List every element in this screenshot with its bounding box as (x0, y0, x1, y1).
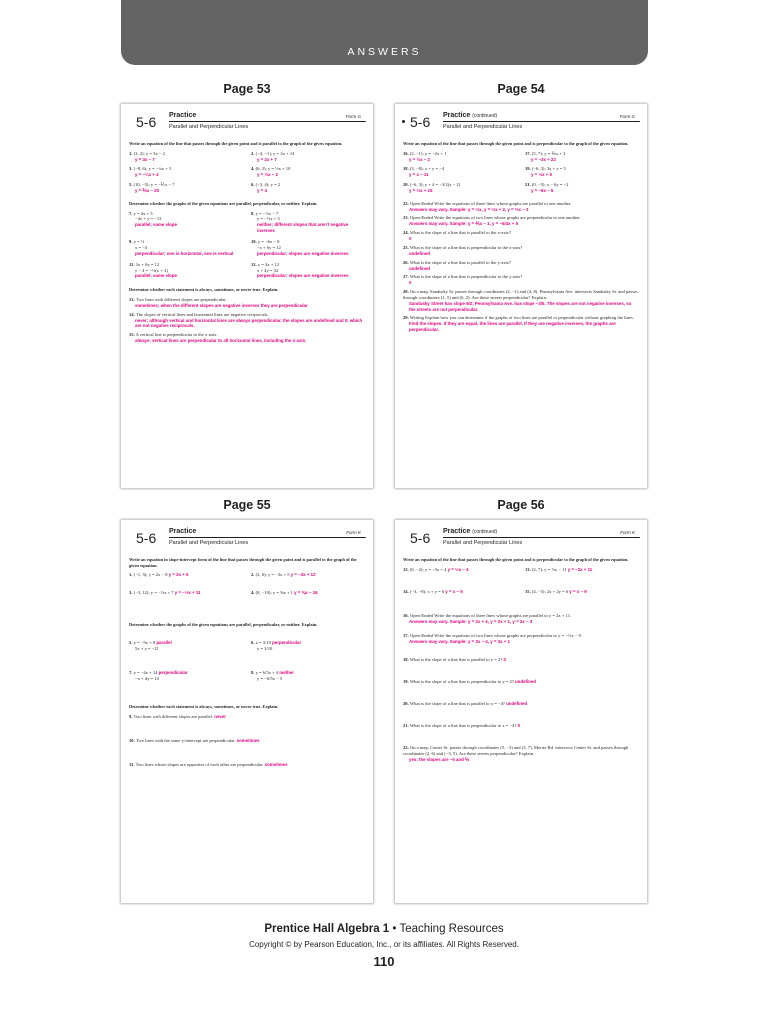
exercise: 18. What is the slope of a line that is parallel to y = 2? 0 (403, 657, 506, 663)
worksheet-subtitle: Parallel and Perpendicular Lines (169, 124, 249, 130)
answer: y = −2x + 11 (567, 566, 593, 572)
exercise: 2. (2, 6); y = −3x + 5 y = −3x + 12 (251, 572, 316, 578)
exercise: 14. The slopes of vertical lines and horizontal lines are negative reciprocals. never; although vertical and horizontal lines are always perpendicular, the slopes are undefined and 0, which are not negative reciprocals. (129, 312, 365, 329)
page-label-56: Page 56 (497, 498, 545, 512)
answer: neither (279, 670, 294, 676)
exercise: 15. A vertical line is perpendicular to the x-axis. always; vertical lines are perpendicular to all horizontal lines, including the x-axis. (129, 332, 365, 344)
resource-name: Teaching Resources (399, 923, 504, 935)
answer: y = −3x + 12 (290, 572, 316, 578)
exercise: 29. Writing Explain how you can determine if the graphs of two lines are parallel or perpendicular without graphing the lines. Find the slopes. If they are equal, the lines are parallel. If they are negative inverses, the graphs are perpendicular. (403, 315, 639, 332)
exercise: 28. On a map, Sandusky St. passes through coordinates (2, −1) and (4, 8). Pennsylvania Ave. intersects Sandusky St. and passes through coordinates (1, 5) and (6, 2). Are these streets perpendicular? Explain. Sandusky Street has slope 9/2; Pennsylvania Ave. has slope −3/5. The slopes are not negative inverses, so the streets are not perpendicular. (403, 288, 638, 312)
answer: undefined (506, 700, 528, 706)
exercise: 13. Two lines with different slopes are perpendicular. sometimes; when the different slopes are negative inverses they are perpendicular (129, 297, 365, 309)
worksheet-subtitle: Parallel and Perpendicular Lines (443, 124, 523, 130)
answer: never; although vertical and horizontal lines are always perpendicular, the slopes are undefined and 0, which are not negative reciprocals. (135, 317, 363, 329)
header-rule (169, 121, 366, 122)
exercise: 4. (6, 2); y = ½x + 10 y = ½x − 2 (251, 166, 365, 178)
exercise: 8. y = −⅓x − 7 y = −⅓x + 3 neither; different slopes that aren't negative inverses (251, 211, 365, 234)
worksheet-body (129, 141, 365, 347)
form-label: Form K (346, 530, 361, 535)
directions: Write an equation of the line that passes through the given point and is perpendicular to the graph of the given equation. (403, 141, 629, 146)
answer: y = ⅓x − 4 (447, 566, 469, 572)
lesson-number: 5-6 (410, 114, 431, 130)
book-name: Prentice Hall Algebra 1 (264, 923, 390, 935)
exercise: 1. (−1, 3); y = 2x − 8 y = 2x + 5 (129, 572, 189, 578)
exercise: 1. (3, 2); y = 3x − 2 y = 3x − 7 (129, 151, 243, 163)
lesson-number: 5-6 (136, 114, 157, 130)
form-label: Form G (345, 114, 361, 119)
directions: Determine whether the graphs of the given equations are parallel, perpendicular, or neither. Explain. (129, 200, 318, 206)
worksheet-body (129, 557, 365, 770)
exercise: 11. Two lines whose slopes are opposites of each other are perpendicular. sometimes (129, 761, 288, 767)
exercise-grid (129, 211, 365, 283)
answer: parallel; same slope (135, 222, 177, 228)
answer: y = 3x − 7 (135, 156, 155, 162)
answer: Sandusky Street has slope 9/2; Pennsylvania Ave. has slope −3/5. The slopes are not negative inverses, so the streets are not perpendicular. (409, 300, 632, 312)
exercise: 10. Two lines with the same y-intercept are perpendicular. sometimes (129, 737, 260, 743)
page-number: 110 (373, 954, 395, 969)
answer: Answers may vary. Sample: y = ⅔x, y = ⅔x + 2, y = ⅔x − 3 (409, 206, 529, 212)
header-rule (169, 537, 366, 538)
exercise: 11. 3x + 6y = 12 y − 4 = −½(x + 2) parallel; same slope (129, 262, 243, 280)
answer: sometimes (236, 737, 260, 743)
answer: y = ⅖x − 20 (135, 188, 160, 194)
exercise: 6. x = 3/10 perpendicular y = 3/10 (251, 640, 302, 652)
answer: y = 2x + 7 (257, 156, 277, 162)
answer: 0 (409, 236, 412, 242)
exercise: 22. Open-Ended Write the equations of three lines whose graphs are parallel to one another. Answers may vary. Sample: y = ⅔x, y = ⅔x + 2, y = ⅔x − 3 (403, 201, 639, 213)
page-label-54: Page 54 (497, 82, 545, 96)
exercise: 5. y = −5x + 9 parallel 5x + y = −21 (129, 640, 172, 652)
answer: y = ½x − 2 (409, 156, 430, 162)
exercise: 27. What is the slope of a line that is perpendicular to the y-axis? 0 (403, 274, 639, 286)
worksheet-title: Practice (continued) (443, 112, 498, 119)
directions: Determine whether the graphs of the given equations are parallel, perpendicular, or neither. Explain. (129, 622, 318, 628)
exercise: 16. (2, −1); y = −2x + 1 y = ½x − 2 (403, 151, 517, 163)
answer: perpendicular; slopes are negative inverses (257, 250, 349, 256)
page-label-55: Page 55 (223, 498, 271, 512)
directions: Write an equation in slope-intercept form of the line that passes through the given point and is parallel to the graph of the given equation. (129, 557, 357, 568)
answer: undefined (409, 250, 430, 256)
worksheet-body (403, 557, 639, 765)
answer: neither; different slopes that aren't negative inverses (257, 222, 349, 234)
worksheet-subtitle: Parallel and Perpendicular Lines (169, 540, 249, 546)
lesson-number: 5-6 (136, 530, 157, 546)
header-rule (443, 537, 640, 538)
answer: yes; the slopes are −5 and ⅕ (409, 756, 470, 762)
exercise: 8. y = 6/5x + 4 neither y = −6/5x − 5 (251, 670, 294, 681)
exercise: 7. y = 4x + 5 −4x + y = −13 parallel; same slope (129, 211, 243, 234)
answer: y = −¼x + 4 (135, 172, 159, 178)
answer: y = ½x − 2 (257, 172, 278, 178)
bullet-separator: • (392, 923, 397, 935)
answer: never (214, 713, 226, 719)
answer: perpendicular; one is horizontal, one is vertical (135, 250, 234, 256)
answer: 0 (409, 280, 412, 286)
worksheet-title: Practice (169, 528, 197, 535)
worksheet-header (121, 520, 373, 548)
answer: always; vertical lines are perpendicular to all horizontal lines, including the x-axis. (135, 337, 307, 343)
exercise-grid (129, 572, 365, 598)
answer: Answers may vary. Sample: y = 3x − 4, y = 3x + 1 (409, 639, 510, 645)
answer: y = x − 11 (409, 172, 429, 178)
answer: 0 (517, 722, 521, 728)
answer: y = −6x − 5 (531, 188, 554, 194)
exercise: 21. (0, −5); x − 6y = −2 y = −6x − 5 (525, 182, 639, 194)
header-rule (443, 121, 640, 122)
worksheet-header (395, 104, 647, 132)
answer: parallel (156, 640, 172, 646)
exercise: 16. Open-Ended Write the equations of three lines whose graphs are parallel to y = 2x + 11. Answers may vary. Sample: y = 2x + 4, y = 2x + 1, y = 2x − 3 (403, 613, 639, 625)
exercise: 21. What is the slope of a line that is perpendicular to x = −4? 0 (403, 722, 521, 728)
answer: y = ⅔x + 15 (409, 188, 433, 194)
exercise: 3. (−3, 12); y = −⅓x + 7 y = −⅓x + 11 (129, 590, 201, 596)
exercise: 19. (−6, 3); 3x + y = 5 y = ⅓x + 5 (525, 166, 639, 178)
exercise: 6. (−3, 4); y = 2 y = 4 (251, 182, 365, 194)
exercise: 2. (−4, −1); y = 2x + 14 y = 2x + 7 (251, 151, 365, 163)
worksheet-title: Practice (169, 112, 197, 119)
answer: y = 2x + 5 (168, 572, 189, 578)
exercise: 12. (6, −2); y = −3x + 4 y = ⅓x − 4 (403, 566, 469, 572)
answer: y = x − 5 (445, 588, 463, 594)
answer: y = ⅓x + 5 (531, 172, 552, 178)
worksheet-page-56 (395, 520, 647, 903)
exercise: 20. What is the slope of a line that is parallel to x = −4? undefined (403, 700, 528, 706)
answer: sometimes (264, 761, 288, 767)
exercise-grid (129, 640, 365, 684)
answer: y = −⅓x + 11 (174, 590, 201, 596)
exercise: 7. y = −4x + 14 perpendicular −x + 4y = 14 (129, 670, 188, 681)
answer: y = x − 9 (569, 588, 587, 594)
exercise: 24. What is the slope of a line that is parallel to the x-axis? 0 (403, 230, 639, 242)
exercise: 23. Open-Ended Write the equations of two lines whose graphs are perpendicular to one another. Answers may vary. Sample: y = ⅘x − 1, y = −5/4x + 5 (403, 215, 639, 227)
worksheet-page-54 (395, 104, 647, 488)
worksheet-header (395, 520, 647, 548)
banner-title: ANSWERS (347, 46, 422, 58)
exercise: 17. Open-Ended Write the equations of two lines whose graphs are perpendicular to y = −⅓x − 9. Answers may vary. Sample: y = 3x − 4, y = 3x + 1 (403, 633, 639, 645)
worksheet-subtitle: Parallel and Perpendicular Lines (443, 540, 523, 546)
exercise: 15. (4, −5); 2x + 2y = 6 y = x − 9 (525, 588, 587, 594)
exercise: 17. (5, 7); y = ⅙x + 2 y = −3x + 22 (525, 151, 639, 163)
bullet-dot (402, 120, 405, 123)
exercise: 18. (3, −8); x + y = −4 y = x − 11 (403, 166, 517, 178)
worksheet-page-55 (121, 520, 373, 903)
worksheet-body (403, 141, 639, 336)
copyright-notice: Copyright © by Pearson Education, Inc., or its affiliates. All Rights Reserved. (249, 940, 519, 949)
exercise: 26. What is the slope of a line that is parallel to the y-axis? undefined (403, 260, 639, 272)
lesson-number: 5-6 (410, 530, 431, 546)
answers-banner (121, 0, 648, 65)
answer: y = 4 (257, 188, 267, 194)
worksheet-header (121, 104, 373, 132)
answer: perpendicular (272, 640, 302, 646)
worksheet-page-53 (121, 104, 373, 488)
form-label: Form G (619, 114, 635, 119)
answer: perpendicular; slopes are negative inverses (257, 273, 349, 279)
page-label-53: Page 53 (223, 82, 271, 96)
answer: sometimes; when the different slopes are negative inverses they are perpendicular (135, 302, 308, 308)
exercise: 9. y = ½ x = −4 perpendicular; one is horizontal, one is vertical (129, 239, 243, 257)
directions: Write an equation of the line that passes through the given point and is parallel to the graph of the given equation. (129, 141, 343, 146)
directions: Write an equation of the line that passes through the given point and is perpendicular to the graph of the given equation. (403, 557, 629, 562)
answer: y = ⅝x − 16 (294, 590, 318, 596)
exercise: 5. (10, −5); y = −⅖x − 7 y = ⅖x − 20 (129, 182, 243, 194)
footer-book-title (0, 923, 768, 935)
form-label: Form K (620, 530, 635, 535)
answer: undefined (515, 679, 536, 684)
exercise: 20. (−6, 3); y + 4 = −3/2(x − 2) y = ⅔x + 15 (403, 182, 517, 194)
exercise: 13. (2, 7); y = ½x − 11 y = −2x + 11 (525, 566, 593, 572)
answer: parallel; same slope (135, 273, 177, 279)
answer: 0 (503, 657, 506, 663)
exercise: 9. Two lines with different slopes are parallel. never (129, 713, 226, 719)
answer: Answers may vary. Sample: y = ⅘x − 1, y = −5/4x + 5 (409, 221, 519, 227)
exercise: 25. What is the slope of a line that is perpendicular to the x-axis? undefined (403, 245, 639, 257)
exercise-grid (403, 151, 639, 196)
answer: undefined (409, 265, 430, 271)
exercise: 10. y = −6x − 8 −x + 6y = 12 perpendicular; slopes are negative inverses (251, 239, 365, 257)
answer: perpendicular (158, 670, 188, 676)
exercise: 22. On a map, Center St. passes through coordinates (5, −3) and (3, 7). Merrie Rd. intersects Center St. and passes through coordinates (2, 6) and (−3, 5). Are these streets perpendicular? Explain. yes; the slopes are −5 and ⅕ (403, 745, 639, 763)
exercise: 14. (−3, −8); x + y = 6 y = x − 5 (403, 588, 463, 594)
exercise-grid (129, 151, 365, 196)
worksheet-title: Practice (continued) (443, 528, 498, 535)
answer: y = −3x + 22 (531, 156, 556, 162)
exercise: 12. y = 4x + 12 x + 4y = 32 perpendicular; slopes are negative inverses (251, 262, 365, 280)
directions: Determine whether each statement is always, sometimes, or never true. Explain. (129, 287, 279, 293)
exercise: 19. What is the slope of a line that is perpendicular to y = 2? undefined (403, 679, 536, 684)
directions: Determine whether each statement is always, sometimes, or never true. Explain. (129, 703, 279, 709)
exercise: 3. (−8, 6); y = −¼x + 5 y = −¼x + 4 (129, 166, 243, 178)
exercise: 4. (8, −10); y = ⅝x + 1 y = ⅝x − 16 (251, 590, 318, 596)
answer: Find the slopes. If they are equal, the lines are parallel. If they are negative inverses, the graphs are perpendicular. (409, 321, 616, 332)
exercise-grid (403, 567, 639, 597)
answer: Answers may vary. Sample: y = 2x + 4, y = 2x + 1, y = 2x − 3 (409, 618, 533, 624)
